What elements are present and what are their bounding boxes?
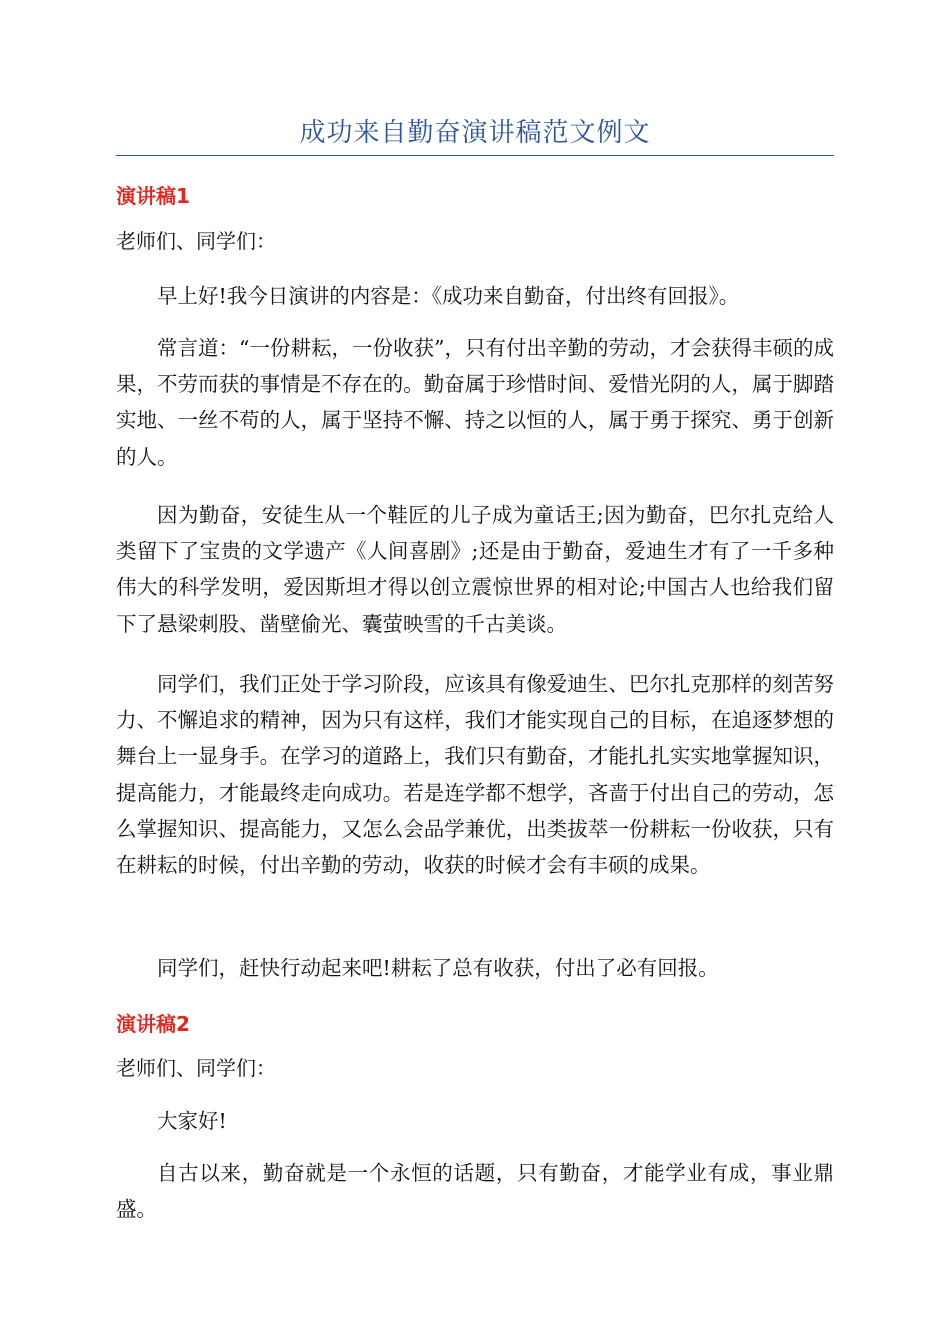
document-title: 成功来自勤奋演讲稿范文例文 xyxy=(299,118,651,148)
paragraph-1-5: 同学们，赶快行动起来吧!耕耘了总有收获，付出了必有回报。 xyxy=(157,956,719,980)
section-heading-1: 演讲稿1 xyxy=(116,184,190,208)
title-underline-rule xyxy=(116,155,834,156)
paragraph-1-1: 早上好!我今日演讲的内容是：《成功来自勤奋，付出终有回报》。 xyxy=(157,284,740,308)
paragraph-1-2: 常言道：“一份耕耘，一份收获”，只有付出辛勤的劳动，才会获得丰硕的成果，不劳而获的事情是不存在的。勤奋属于珍惜时间、爱惜光阴的人，属于脚踏实地、一丝不苟的人，属于坚持不懈、持之以恒的人，属于勇于探究、勇于创新的人。 xyxy=(116,336,834,469)
paragraph-2-1: 大家好! xyxy=(157,1109,227,1133)
paragraph-1-4: 同学们，我们正处于学习阶段，应该具有像爱迪生、巴尔扎克那样的刻苦努力、不懈追求的精神，因为只有这样，我们才能实现自己的目标，在追逐梦想的舞台上一显身手。在学习的道路上，我们只有勤奋，才能扎扎实实地掌握知识，提高能力，才能最终走向成功。若是连学都不想学，吝啬于付出自己的劳动，怎么掌握知识、提高能力，又怎么会品学兼优，出类拔萃一份耕耘一份收获，只有在耕耘的时候，付出辛勤的劳动，收获的时候才会有丰硕的成果。 xyxy=(116,672,834,878)
section-heading-2: 演讲稿2 xyxy=(116,1012,190,1036)
paragraph-1-3: 因为勤奋，安徒生从一个鞋匠的儿子成为童话王;因为勤奋，巴尔扎克给人类留下了宝贵的文学遗产《人间喜剧》;还是由于勤奋，爱迪生才有了一千多种伟大的科学发明，爱因斯坦才得以创立震惊世界的相对论;中国古人也给我们留下了悬梁刺股、凿壁偷光、囊萤映雪的千古美谈。 xyxy=(116,503,834,636)
paragraph-2-2: 自古以来，勤奋就是一个永恒的话题，只有勤奋，才能学业有成，事业鼎盛。 xyxy=(116,1161,834,1222)
salutation-1: 老师们、同学们： xyxy=(116,229,276,253)
salutation-2: 老师们、同学们： xyxy=(116,1056,276,1080)
